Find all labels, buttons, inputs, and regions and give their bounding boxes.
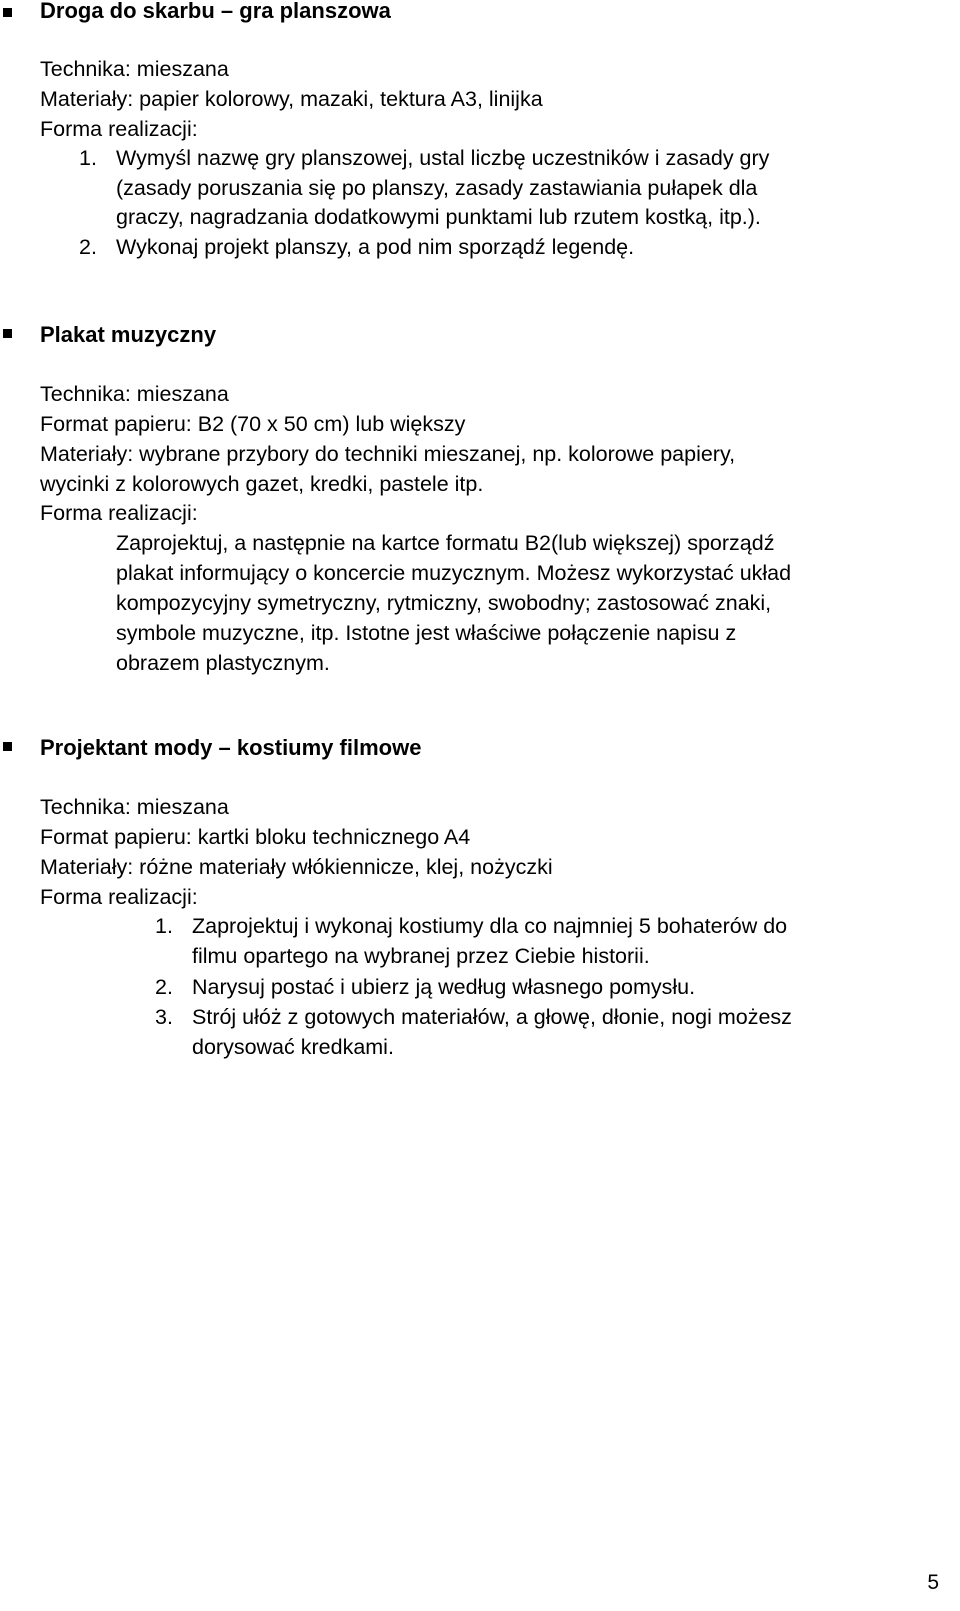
list-number: 1. xyxy=(79,146,97,170)
list-item-text: Narysuj postać i ubierz ją według własnego pomysłu. xyxy=(192,975,696,999)
bullet-square-icon xyxy=(3,329,12,338)
list-number: 1. xyxy=(155,914,173,938)
form-label: Forma realizacji: xyxy=(40,501,198,525)
materials-line: Materiały: wybrane przybory do techniki mieszanej, np. kolorowe papiery, xyxy=(40,442,736,466)
technique-line: Technika: mieszana xyxy=(40,57,229,81)
format-line: Format papieru: kartki bloku technicznego A4 xyxy=(40,825,471,849)
list-item-text: dorysować kredkami. xyxy=(192,1035,394,1059)
page-number: 5 xyxy=(927,1571,939,1594)
paragraph-line: symbole muzyczne, itp. Istotne jest właściwe połączenie napisu z xyxy=(116,621,737,645)
format-line: Format papieru: B2 (70 x 50 cm) lub większy xyxy=(40,412,466,436)
list-number: 2. xyxy=(79,235,97,259)
paragraph-line: obrazem plastycznym. xyxy=(116,651,330,675)
paragraph-line: kompozycyjny symetryczny, rytmiczny, swobodny; zastosować znaki, xyxy=(116,591,772,615)
technique-line: Technika: mieszana xyxy=(40,382,229,406)
form-label: Forma realizacji: xyxy=(40,117,198,141)
bullet-square-icon xyxy=(3,742,12,751)
form-label: Forma realizacji: xyxy=(40,885,198,909)
list-number: 2. xyxy=(155,975,173,999)
list-item-text: Wymyśl nazwę gry planszowej, ustal liczbę uczestników i zasady gry xyxy=(116,146,770,170)
bullet-square-icon xyxy=(3,8,12,17)
list-item-text: Wykonaj projekt planszy, a pod nim sporządź legendę. xyxy=(116,235,635,259)
paragraph-line: plakat informujący o koncercie muzycznym. Możesz wykorzystać układ xyxy=(116,561,792,585)
materials-line: Materiały: papier kolorowy, mazaki, tektura A3, linijka xyxy=(40,87,543,111)
section-title: Plakat muzyczny xyxy=(40,322,217,347)
materials-line: wycinki z kolorowych gazet, kredki, pastele itp. xyxy=(40,472,484,496)
list-item-text: (zasady poruszania się po planszy, zasady zastawiania pułapek dla xyxy=(116,176,758,200)
list-item-text: Strój ułóż z gotowych materiałów, a głowę, dłonie, nogi możesz xyxy=(192,1005,792,1029)
list-item-text: filmu opartego na wybranej przez Ciebie historii. xyxy=(192,944,650,968)
section-title: Projektant mody – kostiumy filmowe xyxy=(40,735,422,760)
materials-line: Materiały: różne materiały włókiennicze, klej, nożyczki xyxy=(40,855,553,879)
technique-line: Technika: mieszana xyxy=(40,795,229,819)
list-item-text: Zaprojektuj i wykonaj kostiumy dla co najmniej 5 bohaterów do xyxy=(192,914,788,938)
section-title: Droga do skarbu – gra planszowa xyxy=(40,0,391,23)
paragraph-line: Zaprojektuj, a następnie na kartce formatu B2(lub większej) sporządź xyxy=(116,531,775,555)
list-number: 3. xyxy=(155,1005,173,1029)
list-item-text: graczy, nagradzania dodatkowymi punktami lub rzutem kostką, itp.). xyxy=(116,205,761,229)
